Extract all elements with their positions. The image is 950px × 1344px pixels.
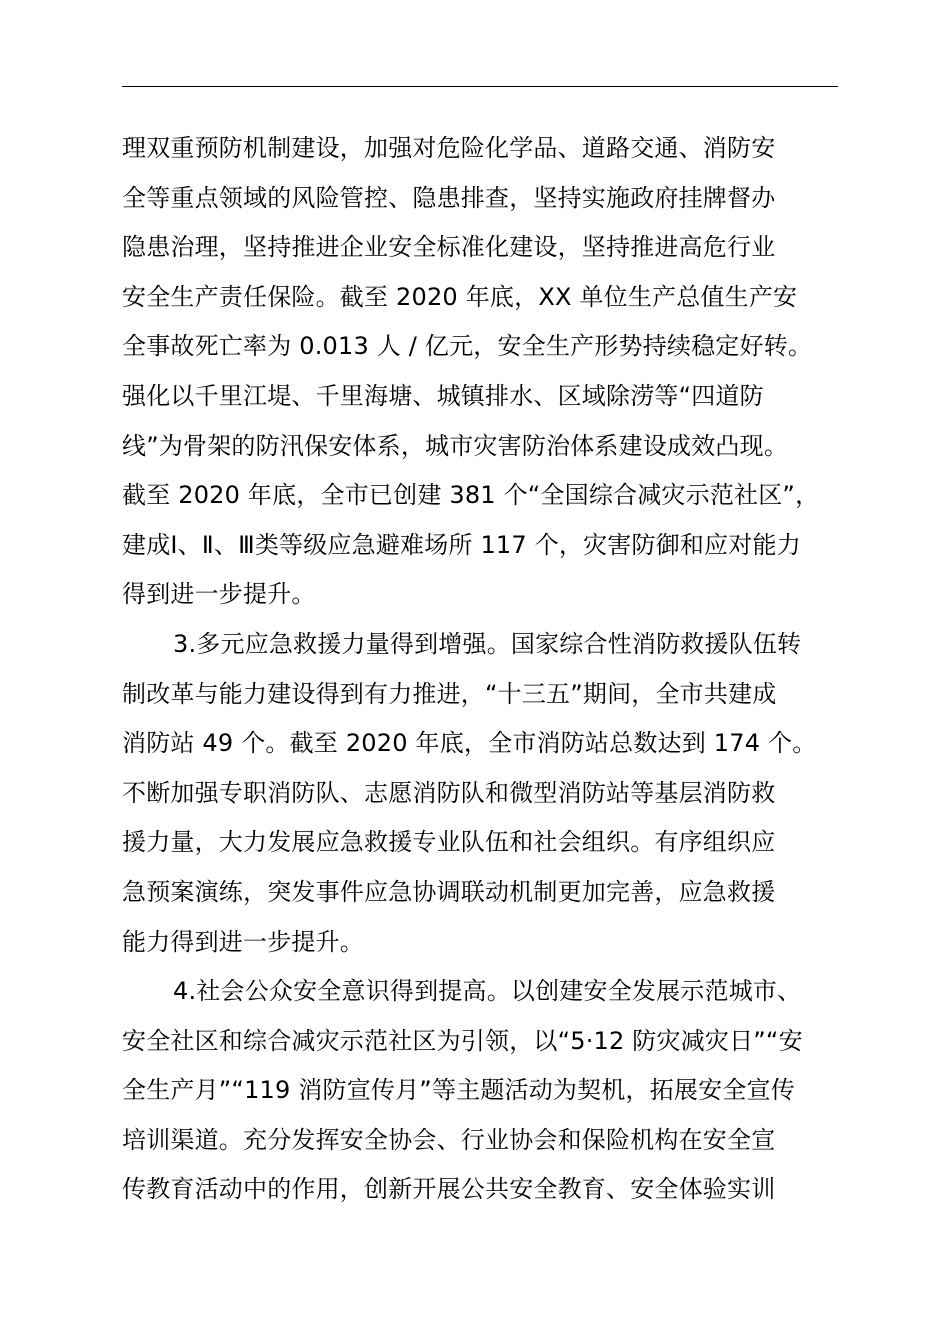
- text-line: 截至 2020 年底，全市已创建 381 个“全国综合减灾示范社区”，: [122, 481, 820, 510]
- text-line: 得到进一步提升。: [122, 580, 316, 609]
- text-line: 安全社区和综合减灾示范社区为引领，以“5·12 防灾减灾日”“安: [122, 1026, 803, 1055]
- section-heading-line: 3.多元应急救援力量得到增强。国家综合性消防救援队伍转: [173, 629, 802, 658]
- text-line: 全生产月”“119 消防宣传月”等主题活动为契机，拓展安全宣传: [122, 1076, 795, 1105]
- text-line: 培训渠道。充分发挥安全协会、行业协会和保险机构在安全宣: [122, 1125, 776, 1154]
- text-line: 全等重点领域的风险管控、隐患排查，坚持实施政府挂牌督办: [122, 183, 776, 212]
- text-line: 强化以千里江堤、千里海塘、城镇排水、区域除涝等“四道防: [122, 381, 764, 410]
- text-line: 援力量，大力发展应急救援专业队伍和社会组织。有序组织应: [122, 828, 776, 857]
- text-line: 制改革与能力建设得到有力推进，“十三五”期间，全市共建成: [122, 679, 777, 708]
- text-line: 安全生产责任保险。截至 2020 年底，XX 单位生产总值生产安: [122, 282, 798, 311]
- text-line: 理双重预防机制建设，加强对危险化学品、道路交通、消防安: [122, 134, 776, 162]
- text-line: 能力得到进一步提升。: [122, 927, 364, 956]
- text-line: 消防站 49 个。截至 2020 年底，全市消防站总数达到 174 个。: [122, 729, 817, 758]
- header-rule: [122, 86, 838, 87]
- text-line: 隐患治理，坚持推进企业安全标准化建设，坚持推进高危行业: [122, 233, 776, 262]
- text-line: 建成Ⅰ、Ⅱ、Ⅲ类等级应急避难场所 117 个，灾害防御和应对能力: [122, 530, 801, 559]
- text-line: 传教育活动中的作用，创新开展公共安全教育、安全体验实训: [122, 1175, 776, 1204]
- text-line: 全事故死亡率为 0.013 人 / 亿元，安全生产形势持续稳定好转。: [122, 332, 813, 361]
- text-line: 急预案演练，突发事件应急协调联动机制更加完善，应急救援: [122, 877, 776, 906]
- text-line: 不断加强专职消防队、志愿消防队和微型消防站等基层消防救: [122, 778, 776, 807]
- text-line: 线”为骨架的防汛保安体系，城市灾害防治体系建设成效凸现。: [122, 431, 789, 460]
- document-body: [122, 124, 852, 1215]
- section-heading-line: 4.社会公众安全意识得到提高。以创建安全发展示范城市、: [173, 977, 802, 1006]
